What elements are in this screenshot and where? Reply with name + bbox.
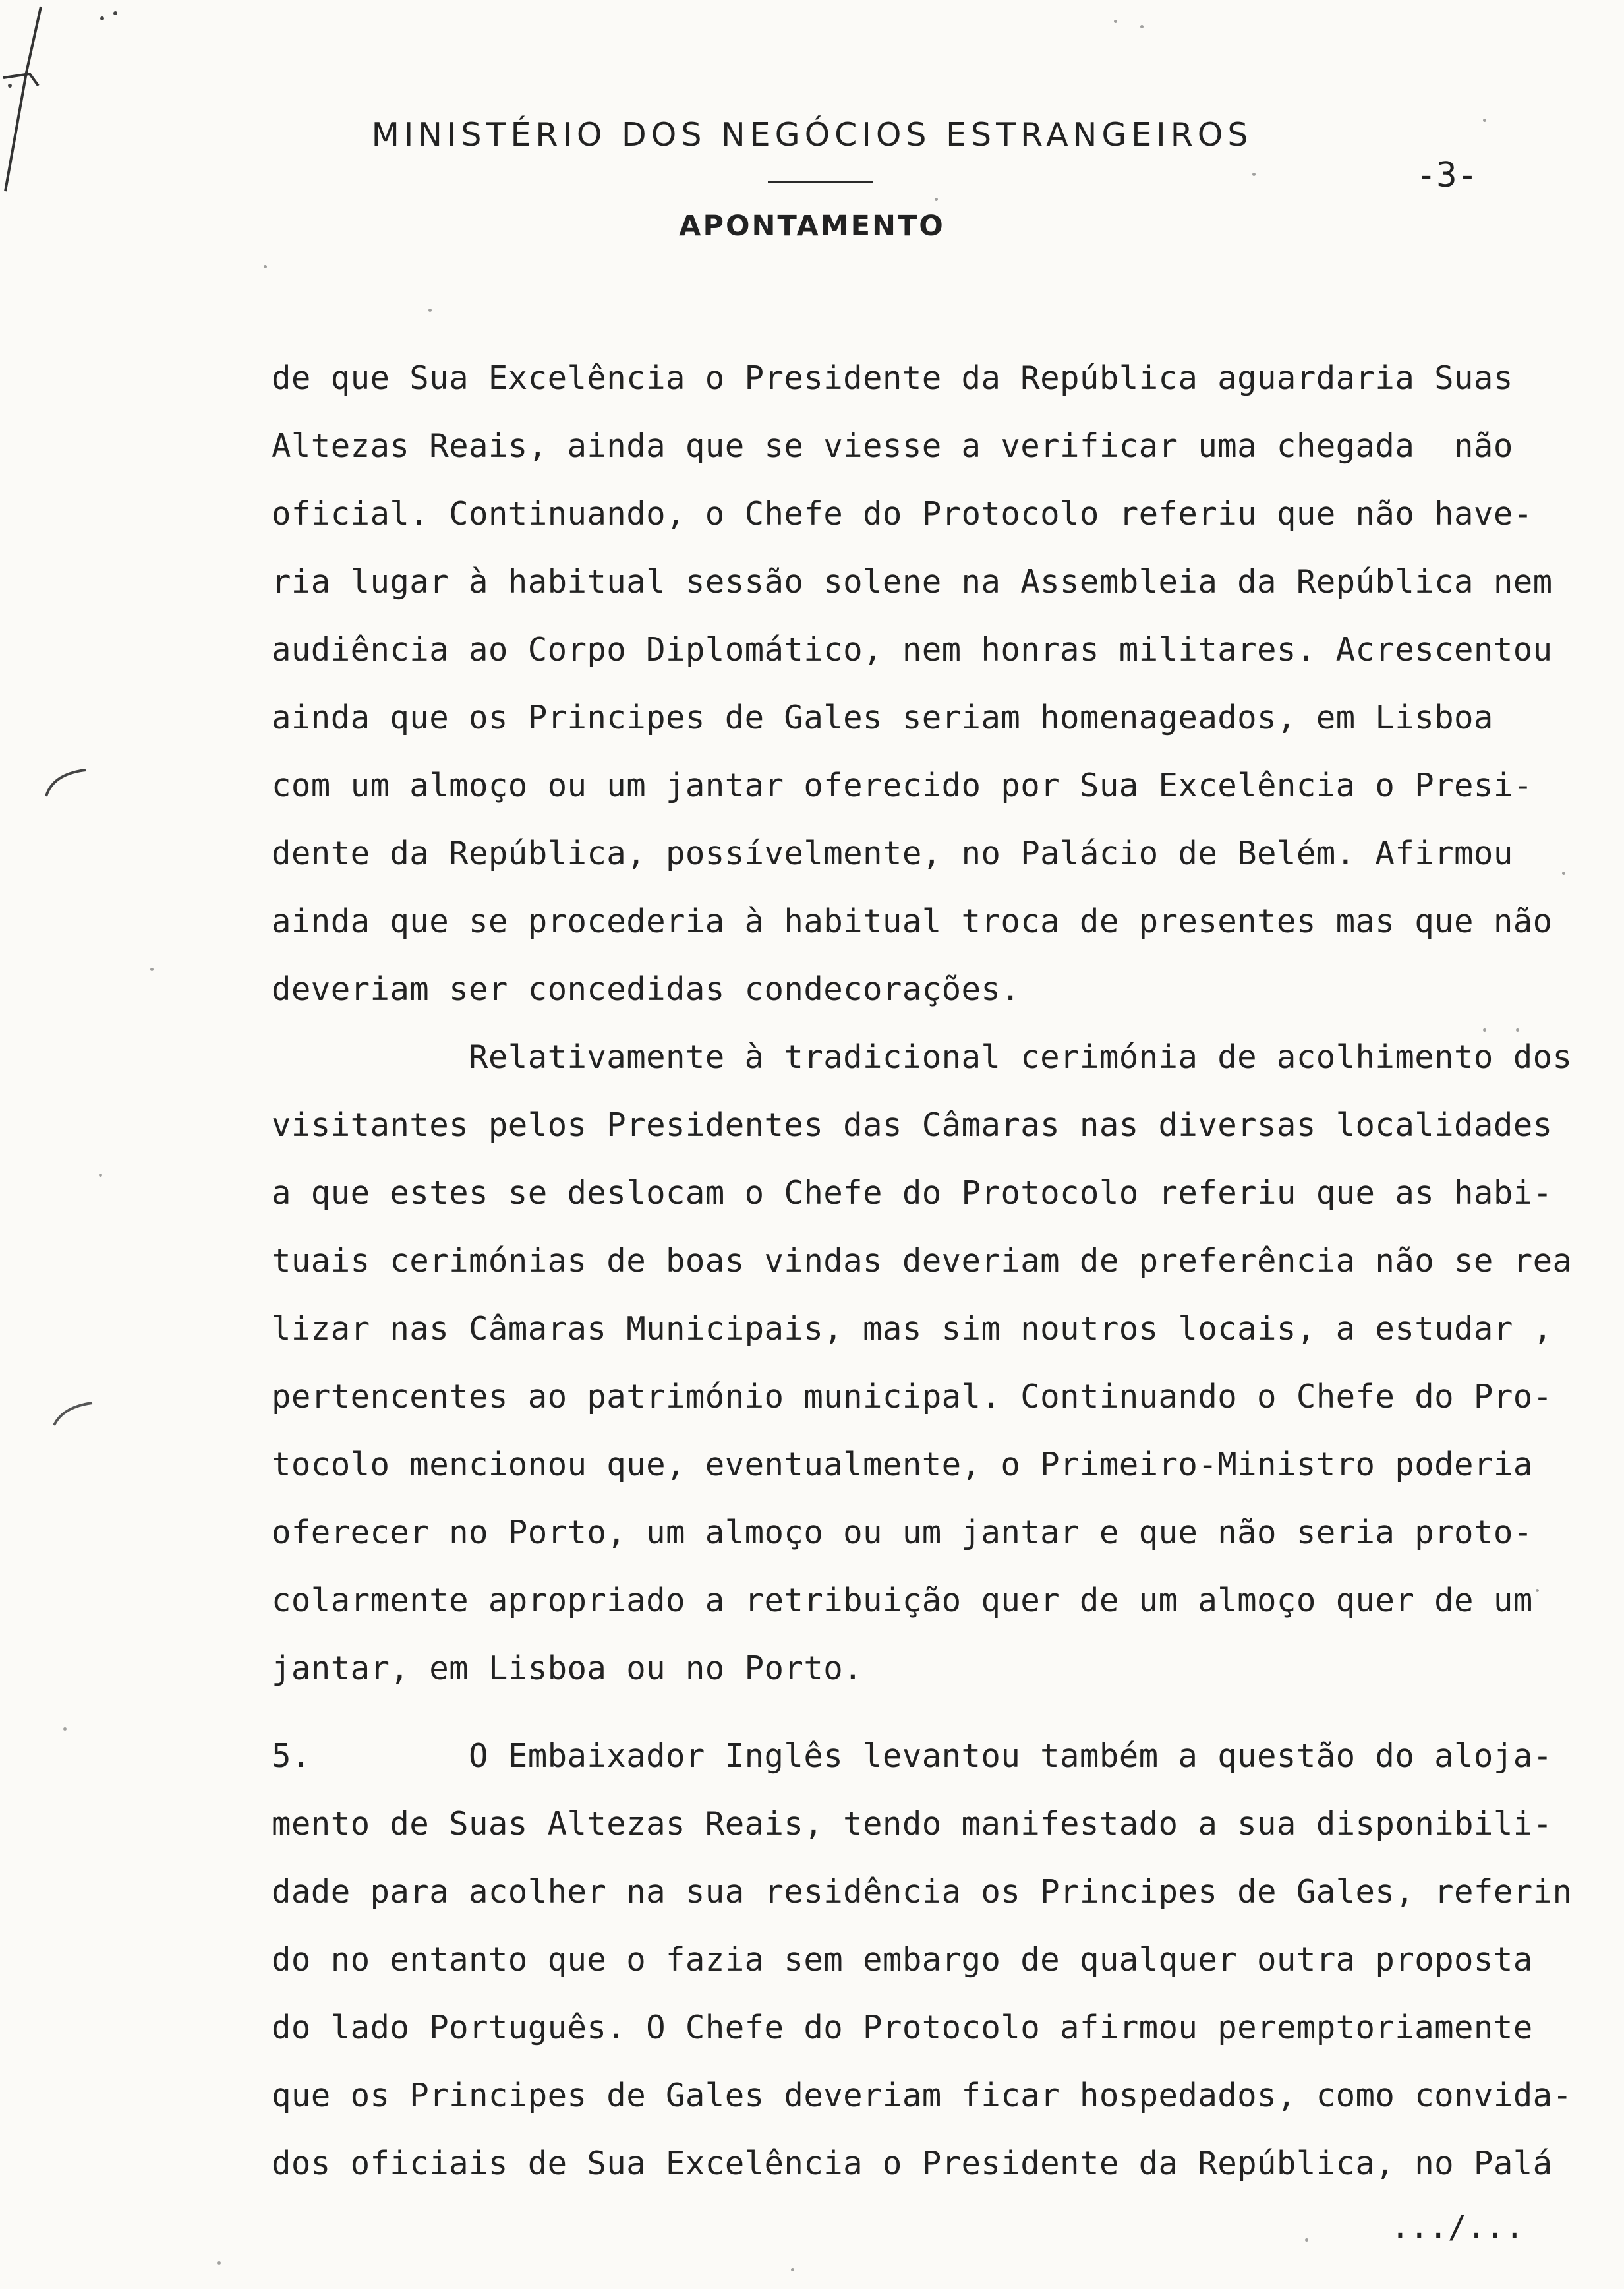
body-line: jantar, em Lisboa ou no Porto.	[272, 1650, 863, 1687]
continuation-marker: .../...	[1391, 2209, 1524, 2245]
speck	[1516, 1028, 1519, 1032]
body-line: tocolo mencionou que, eventualmente, o Primeiro-Ministro poderia	[272, 1446, 1533, 1483]
speck	[1252, 173, 1256, 176]
body-line: deveriam ser concedidas condecorações.	[272, 970, 1021, 1008]
body-line: audiência ao Corpo Diplomático, nem honras militares. Acrescentou	[272, 631, 1553, 669]
speck	[63, 1727, 67, 1731]
body-line: pertencentes ao património municipal. Continuando o Chefe do Pro-	[272, 1378, 1553, 1415]
document-type-heading: APONTAMENTO	[679, 210, 945, 243]
corner-pen-mark	[0, 0, 132, 198]
body-line: mento de Suas Altezas Reais, tendo manifestado a sua disponibili-	[272, 1805, 1553, 1843]
margin-arc-mark-2	[46, 1398, 99, 1437]
body-line: visitantes pelos Presidentes das Câmaras nas diversas localidades	[272, 1106, 1553, 1144]
body-line: oferecer no Porto, um almoço ou um jantar e que não seria proto-	[272, 1514, 1533, 1551]
speck	[150, 968, 154, 971]
speck	[791, 2268, 794, 2271]
body-line: do no entanto que o fazia sem embargo de qualquer outra proposta	[272, 1941, 1533, 1978]
speck	[218, 2261, 221, 2265]
body-line: ainda que os Principes de Gales seriam homenageados, em Lisboa	[272, 699, 1494, 736]
body-line: dade para acolher na sua residência os Principes de Gales, referin	[272, 1873, 1573, 1911]
body-line: a que estes se deslocam o Chefe do Protocolo referiu que as habi-	[272, 1174, 1553, 1212]
body-line: 5. O Embaixador Inglês levantou também a questão do aloja-	[272, 1737, 1553, 1775]
speck	[99, 1174, 102, 1177]
body-line: lizar nas Câmaras Municipais, mas sim noutros locais, a estudar ,	[272, 1310, 1553, 1348]
body-line: Altezas Reais, ainda que se viesse a verificar uma chegada não	[272, 427, 1513, 465]
speck	[1536, 1589, 1539, 1592]
body-line: ria lugar à habitual sessão solene na Assembleia da República nem	[272, 563, 1553, 601]
page-number: -3-	[1416, 156, 1478, 195]
speck	[428, 309, 432, 312]
speck	[1483, 1028, 1486, 1032]
speck	[1140, 25, 1144, 28]
body-line: tuais cerimónias de boas vindas deveriam de preferência não se rea	[272, 1242, 1573, 1280]
body-line: com um almoço ou um jantar oferecido por Sua Excelência o Presi-	[272, 767, 1533, 804]
margin-arc-mark	[40, 765, 92, 804]
body-line: colarmente apropriado a retribuição quer de um almoço quer de um	[272, 1582, 1533, 1619]
speck	[1114, 20, 1117, 23]
body-line: Relativamente à tradicional cerimónia de acolhimento dos	[272, 1038, 1573, 1076]
body-line: de que Sua Excelência o Presidente da República aguardaria Suas	[272, 359, 1513, 397]
heading-rule	[768, 181, 873, 183]
speck	[935, 198, 938, 201]
ministry-heading: MINISTÉRIO DOS NEGÓCIOS ESTRANGEIROS	[371, 116, 1253, 154]
speck	[1305, 2238, 1308, 2242]
body-line: dos oficiais de Sua Excelência o Presidente da República, no Palá	[272, 2145, 1553, 2182]
body-line: do lado Português. O Chefe do Protocolo afirmou peremptoriamente	[272, 2009, 1533, 2046]
speck	[1562, 872, 1565, 875]
body-line: que os Principes de Gales deveriam ficar hospedados, como convida-	[272, 2077, 1573, 2114]
body-line: oficial. Continuando, o Chefe do Protocolo referiu que não have-	[272, 495, 1533, 533]
body-line: dente da República, possívelmente, no Palácio de Belém. Afirmou	[272, 835, 1513, 872]
speck	[264, 265, 267, 268]
body-line: ainda que se procederia à habitual troca de presentes mas que não	[272, 903, 1553, 940]
